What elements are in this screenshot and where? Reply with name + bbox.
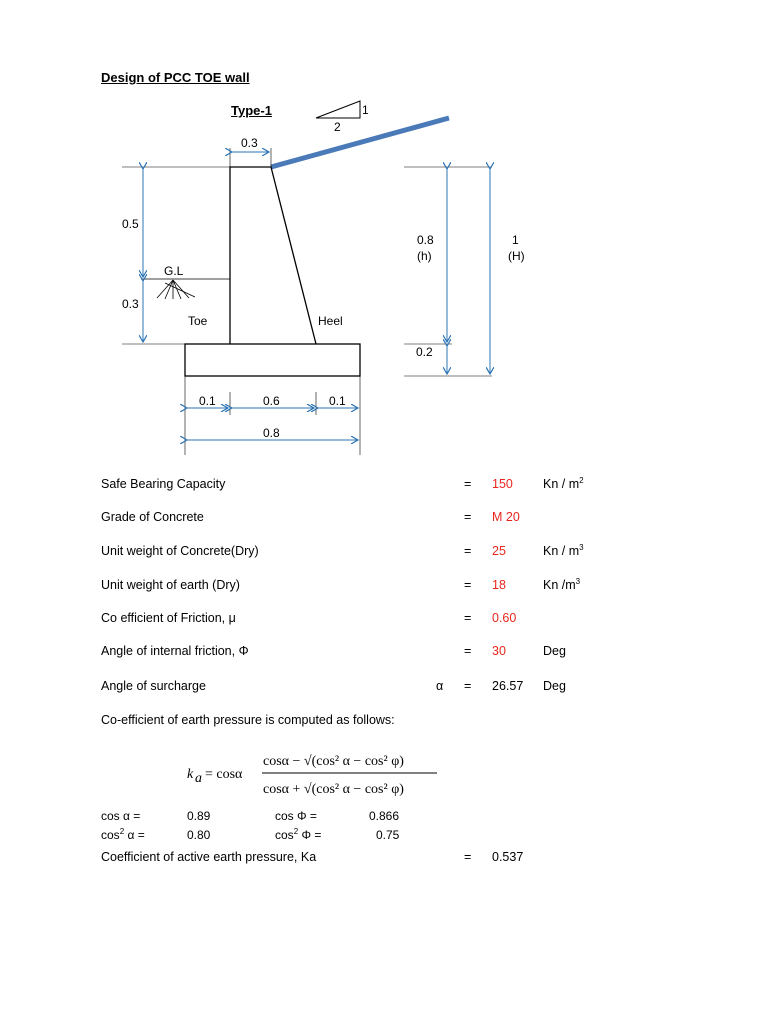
param-eq: = (464, 477, 472, 491)
param-value: M 20 (492, 510, 520, 524)
param-unit: Kn / $m^3$ (543, 542, 584, 558)
param-row-concrete-weight (0, 544, 768, 564)
dim-top-width-label: 0.3 (241, 136, 258, 150)
wall-base (185, 344, 360, 376)
ka-formula (187, 742, 447, 804)
type-label: Type-1 (231, 103, 272, 118)
param-row-sbc (0, 477, 768, 497)
cos2-phi-value: 0.75 (376, 828, 400, 842)
cos-alpha-value: 0.89 (187, 809, 211, 823)
dim-toe-width-label: 0.1 (199, 394, 216, 408)
param-eq: = (464, 544, 472, 558)
param-row-surcharge (0, 679, 768, 699)
backfill-slope-line (271, 118, 449, 167)
cos-alpha-label: cos α = (101, 809, 141, 823)
param-eq: = (464, 510, 472, 524)
wall-diagram (0, 0, 768, 470)
ka-eq: = (464, 850, 472, 864)
param-label: Unit weight of Concrete(Dry) (101, 544, 259, 558)
param-value: 18 (492, 578, 506, 592)
param-row-grade (0, 510, 768, 530)
ka-value: 0.537 (492, 850, 524, 864)
slope-run: 2 (334, 120, 341, 134)
param-eq: = (464, 611, 472, 625)
param-value: 26.57 (492, 679, 524, 693)
ka-label: Coefficient of active earth pressure, Ka (101, 850, 317, 864)
param-row-internal-friction (0, 644, 768, 664)
param-label: Angle of surcharge (101, 679, 206, 693)
param-unit: Kn $/m^3$ (543, 576, 581, 592)
cos-phi-label: cos Φ = (275, 809, 317, 823)
coeff-intro: Co-efficient of earth pressure is computed as follows: (101, 713, 395, 727)
param-label: Co efficient of Friction, μ (101, 611, 236, 625)
dim-h-value: 0.8 (417, 233, 434, 247)
param-eq: = (464, 644, 472, 658)
dim-base-width-label: 0.8 (263, 426, 280, 440)
dim-stem-width-label: 0.6 (263, 394, 280, 408)
param-row-friction (0, 611, 768, 631)
cos-phi-value: 0.866 (369, 809, 400, 823)
param-label: Grade of Concrete (101, 510, 204, 524)
dim-base-thickness-label: 0.2 (416, 345, 433, 359)
page-title: Design of PCC TOE wall (101, 70, 250, 85)
param-value: 25 (492, 544, 506, 558)
param-eq: = (464, 679, 472, 693)
param-value: 30 (492, 644, 506, 658)
dim-h-symbol: (h) (417, 249, 432, 263)
param-label: Angle of internal friction, Φ (101, 644, 249, 658)
cos2-alpha-label: $\cos^2 \alpha$ = (101, 827, 145, 842)
param-label: Safe Bearing Capacity (101, 477, 226, 491)
cos2-alpha-value: 0.80 (187, 828, 211, 842)
dim-heel-width-label: 0.1 (329, 394, 346, 408)
param-row-earth-weight (0, 578, 768, 598)
formula-lhs: k (187, 767, 194, 782)
param-symbol: α (436, 679, 444, 693)
formula-lhs-sub: a (195, 771, 202, 786)
formula-numerator: cosα − √(cos² α − cos² φ) (263, 754, 404, 769)
param-value: 150 (492, 477, 513, 491)
gl-label: G.L (164, 264, 184, 278)
param-eq: = (464, 578, 472, 592)
param-label: Unit weight of earth (Dry) (101, 578, 240, 592)
toe-label: Toe (188, 314, 208, 328)
param-unit: Deg (543, 679, 566, 693)
ground-hatch (157, 280, 195, 299)
dim-upper-label: 0.5 (122, 217, 139, 231)
formula-denominator: cosα + √(cos² α − cos² φ) (263, 782, 404, 797)
heel-label: Heel (318, 314, 343, 328)
dim-H-value: 1 (512, 233, 519, 247)
dim-lower-label: 0.3 (122, 297, 139, 311)
ka-row (0, 850, 768, 870)
param-unit: Kn / $m^2$ (543, 475, 584, 491)
param-unit: Deg (543, 644, 566, 658)
coeff-intro-row (0, 713, 768, 733)
cos2-phi-label: $\cos^2 \Phi$ = (275, 827, 322, 842)
wall-stem (230, 167, 316, 344)
formula-equals: = cosα (205, 767, 243, 782)
slope-rise: 1 (362, 103, 369, 117)
dim-H-symbol: (H) (508, 249, 525, 263)
param-value: 0.60 (492, 611, 517, 625)
slope-triangle (316, 101, 360, 118)
